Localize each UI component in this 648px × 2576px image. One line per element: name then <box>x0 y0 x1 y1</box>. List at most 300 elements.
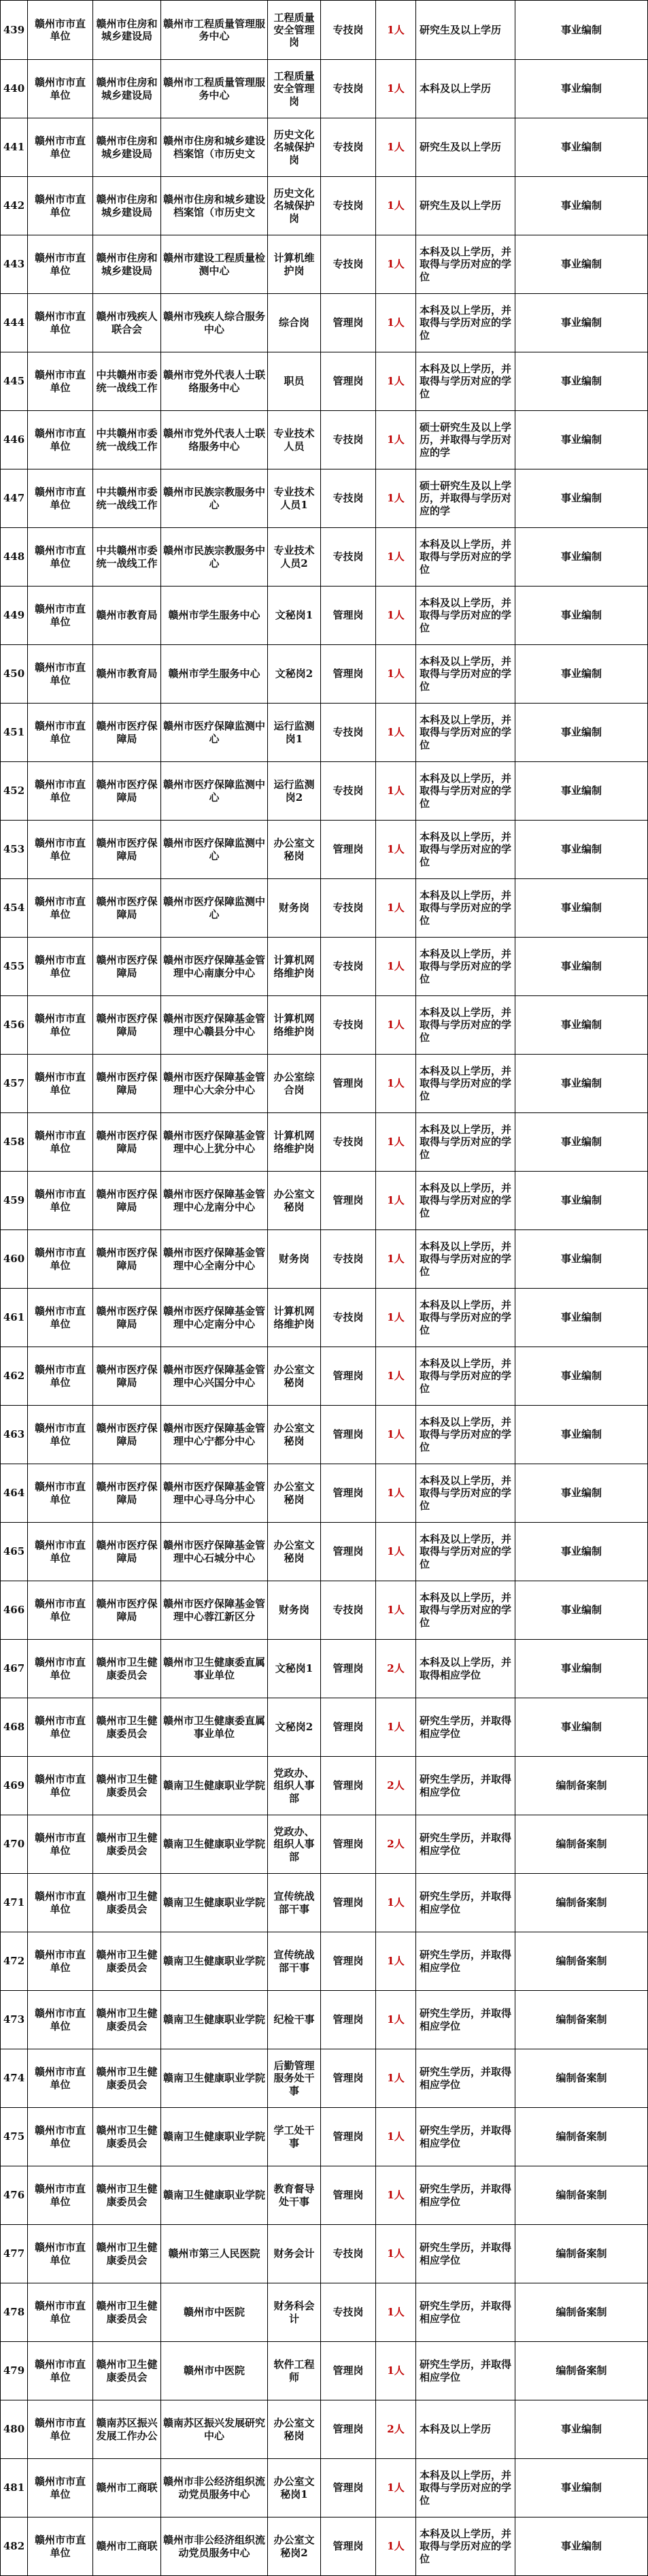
education-requirement: 本科及以上学历，并取得与学历对应的学位 <box>416 1581 515 1640</box>
employer-unit: 赣州市工程质量管理服务中心 <box>161 1 268 60</box>
staffing-type: 事业编制 <box>515 177 648 235</box>
position-name: 文秘岗2 <box>268 1698 321 1757</box>
employer-unit: 赣州市医疗保障基金管理中心上犹分中心 <box>161 1113 268 1172</box>
position-name: 财务岗 <box>268 879 321 938</box>
position-name: 党政办、组织人事部 <box>268 1757 321 1815</box>
table-row <box>1 2108 648 2166</box>
table-row <box>1 1874 648 1932</box>
staffing-type: 事业编制 <box>515 118 648 177</box>
hire-count: 1人 <box>376 1 416 60</box>
department: 赣州市教育局 <box>93 645 161 704</box>
staffing-type: 事业编制 <box>515 1289 648 1347</box>
education-requirement: 研究生学历，并取得相应学位 <box>416 2342 515 2400</box>
table-row <box>1 2283 648 2342</box>
department: 赣州市卫生健康委员会 <box>93 1874 161 1932</box>
unit-level: 赣州市市直单位 <box>28 411 93 469</box>
unit-level: 赣州市市直单位 <box>28 469 93 528</box>
row-number: 463 <box>1 1406 28 1464</box>
position-name: 财务岗 <box>268 1581 321 1640</box>
education-requirement: 研究生及以上学历 <box>416 118 515 177</box>
row-number: 467 <box>1 1640 28 1698</box>
table-row <box>1 1464 648 1523</box>
staffing-type: 编制备案制 <box>515 2049 648 2108</box>
employer-unit: 赣州市医疗保障基金管理中心南康分中心 <box>161 938 268 996</box>
position-name: 运行监测岗2 <box>268 762 321 821</box>
employer-unit: 赣州市学生服务中心 <box>161 587 268 645</box>
row-number: 450 <box>1 645 28 704</box>
staffing-type: 编制备案制 <box>515 1757 648 1815</box>
department: 赣州市医疗保障局 <box>93 762 161 821</box>
education-requirement: 本科及以上学历，并取得与学历对应的学位 <box>416 1464 515 1523</box>
unit-level: 赣州市市直单位 <box>28 2517 93 2576</box>
position-name: 工程质量安全管理岗 <box>268 1 321 60</box>
hire-count: 2人 <box>376 2400 416 2459</box>
employer-unit: 赣州市第三人民医院 <box>161 2225 268 2283</box>
staffing-type: 事业编制 <box>515 235 648 294</box>
unit-level: 赣州市市直单位 <box>28 762 93 821</box>
position-type: 管理岗 <box>321 1932 376 1991</box>
table-row <box>1 821 648 879</box>
education-requirement: 本科及以上学历，并取得与学历对应的学位 <box>416 2459 515 2517</box>
hire-count: 1人 <box>376 2283 416 2342</box>
staffing-type: 编制备案制 <box>515 2108 648 2166</box>
position-type: 管理岗 <box>321 1757 376 1815</box>
position-name: 办公室文秘岗1 <box>268 2459 321 2517</box>
row-number: 471 <box>1 1874 28 1932</box>
employer-unit: 赣南卫生健康职业学院 <box>161 1991 268 2049</box>
education-requirement: 本科及以上学历，并取得与学历对应的学位 <box>416 645 515 704</box>
position-type: 管理岗 <box>321 2049 376 2108</box>
education-requirement: 本科及以上学历 <box>416 60 515 118</box>
hire-count: 1人 <box>376 528 416 587</box>
row-number: 479 <box>1 2342 28 2400</box>
employer-unit: 赣南卫生健康职业学院 <box>161 2108 268 2166</box>
education-requirement: 本科及以上学历，并取得与学历对应的学位 <box>416 762 515 821</box>
department: 赣州市医疗保障局 <box>93 1055 161 1113</box>
education-requirement: 研究生学历，并取得相应学位 <box>416 1757 515 1815</box>
department: 赣州市医疗保障局 <box>93 1581 161 1640</box>
position-name: 财务岗 <box>268 1230 321 1289</box>
education-requirement: 研究生学历，并取得相应学位 <box>416 1991 515 2049</box>
staffing-type: 事业编制 <box>515 1230 648 1289</box>
position-name: 党政办、组织人事部 <box>268 1815 321 1874</box>
position-type: 管理岗 <box>321 1347 376 1406</box>
department: 赣州市卫生健康委员会 <box>93 1698 161 1757</box>
department: 赣州市医疗保障局 <box>93 821 161 879</box>
position-type: 专技岗 <box>321 60 376 118</box>
department: 赣州市医疗保障局 <box>93 1113 161 1172</box>
staffing-type: 事业编制 <box>515 1698 648 1757</box>
staffing-type: 编制备案制 <box>515 2166 648 2225</box>
row-number: 451 <box>1 704 28 762</box>
employer-unit: 赣州市民族宗教服务中心 <box>161 469 268 528</box>
unit-level: 赣州市市直单位 <box>28 996 93 1055</box>
position-type: 管理岗 <box>321 1874 376 1932</box>
hire-count: 1人 <box>376 587 416 645</box>
position-type: 管理岗 <box>321 2400 376 2459</box>
employer-unit: 赣州市医疗保障基金管理中心全南分中心 <box>161 1230 268 1289</box>
position-type: 专技岗 <box>321 996 376 1055</box>
employer-unit: 赣州市民族宗教服务中心 <box>161 528 268 587</box>
hire-count: 1人 <box>376 2517 416 2576</box>
unit-level: 赣州市市直单位 <box>28 1347 93 1406</box>
unit-level: 赣州市市直单位 <box>28 294 93 352</box>
department: 赣州市卫生健康委员会 <box>93 2342 161 2400</box>
staffing-type: 事业编制 <box>515 2517 648 2576</box>
position-type: 管理岗 <box>321 1640 376 1698</box>
staffing-type: 事业编制 <box>515 1 648 60</box>
staffing-type: 事业编制 <box>515 352 648 411</box>
department: 赣州市住房和城乡建设局 <box>93 1 161 60</box>
unit-level: 赣州市市直单位 <box>28 1172 93 1230</box>
employer-unit: 赣州市中医院 <box>161 2283 268 2342</box>
position-name: 文秘岗2 <box>268 645 321 704</box>
hire-count: 1人 <box>376 645 416 704</box>
unit-level: 赣州市市直单位 <box>28 645 93 704</box>
position-name: 办公室文秘岗 <box>268 1172 321 1230</box>
position-type: 管理岗 <box>321 1172 376 1230</box>
position-name: 计算机网络维护岗 <box>268 1289 321 1347</box>
department: 赣州市卫生健康委员会 <box>93 2049 161 2108</box>
department: 赣州市医疗保障局 <box>93 938 161 996</box>
education-requirement: 研究生学历，并取得相应学位 <box>416 2225 515 2283</box>
table-row <box>1 704 648 762</box>
row-number: 440 <box>1 60 28 118</box>
position-name: 专业技术人员1 <box>268 469 321 528</box>
unit-level: 赣州市市直单位 <box>28 118 93 177</box>
staffing-type: 事业编制 <box>515 1172 648 1230</box>
hire-count: 2人 <box>376 1815 416 1874</box>
education-requirement: 研究生学历，并取得相应学位 <box>416 2108 515 2166</box>
position-name: 工程质量安全管理岗 <box>268 60 321 118</box>
department: 中共赣州市委统一战线工作 <box>93 469 161 528</box>
table-row <box>1 411 648 469</box>
hire-count: 1人 <box>376 704 416 762</box>
position-type: 管理岗 <box>321 1698 376 1757</box>
table-row <box>1 1113 648 1172</box>
position-type: 专技岗 <box>321 528 376 587</box>
department: 赣州市医疗保障局 <box>93 1289 161 1347</box>
staffing-type: 事业编制 <box>515 1406 648 1464</box>
position-type: 管理岗 <box>321 1464 376 1523</box>
position-name: 办公室综合岗 <box>268 1055 321 1113</box>
hire-count: 1人 <box>376 1581 416 1640</box>
table-row <box>1 1406 648 1464</box>
row-number: 476 <box>1 2166 28 2225</box>
position-type: 专技岗 <box>321 938 376 996</box>
hire-count: 1人 <box>376 235 416 294</box>
table-row <box>1 2225 648 2283</box>
hire-count: 1人 <box>376 1055 416 1113</box>
unit-level: 赣州市市直单位 <box>28 1640 93 1698</box>
employer-unit: 赣州市非公经济组织流动党员服务中心 <box>161 2459 268 2517</box>
staffing-type: 事业编制 <box>515 60 648 118</box>
education-requirement: 硕士研究生及以上学历，并取得与学历对应的学 <box>416 411 515 469</box>
employer-unit: 赣州市卫生健康委直属事业单位 <box>161 1698 268 1757</box>
hire-count: 1人 <box>376 1698 416 1757</box>
employer-unit: 赣南卫生健康职业学院 <box>161 1815 268 1874</box>
education-requirement: 本科及以上学历，并取得与学历对应的学位 <box>416 235 515 294</box>
hire-count: 1人 <box>376 1874 416 1932</box>
employer-unit: 赣南卫生健康职业学院 <box>161 2166 268 2225</box>
table-row <box>1 2049 648 2108</box>
hire-count: 1人 <box>376 762 416 821</box>
employer-unit: 赣州市医疗保障监测中心 <box>161 879 268 938</box>
staffing-type: 事业编制 <box>515 1640 648 1698</box>
row-number: 456 <box>1 996 28 1055</box>
employer-unit: 赣南卫生健康职业学院 <box>161 2049 268 2108</box>
employer-unit: 赣南苏区振兴发展研究中心 <box>161 2400 268 2459</box>
hire-count: 1人 <box>376 118 416 177</box>
employer-unit: 赣州市医疗保障监测中心 <box>161 762 268 821</box>
position-name: 教育督导处干事 <box>268 2166 321 2225</box>
hire-count: 1人 <box>376 1289 416 1347</box>
education-requirement: 本科及以上学历，并取得相应学位 <box>416 1640 515 1698</box>
position-type: 专技岗 <box>321 704 376 762</box>
position-name: 职员 <box>268 352 321 411</box>
staffing-type: 事业编制 <box>515 1523 648 1581</box>
row-number: 455 <box>1 938 28 996</box>
education-requirement: 本科及以上学历 <box>416 2400 515 2459</box>
employer-unit: 赣州市建设工程质量检测中心 <box>161 235 268 294</box>
table-row <box>1 2517 648 2576</box>
position-name: 宣传统战部干事 <box>268 1874 321 1932</box>
staffing-type: 事业编制 <box>515 294 648 352</box>
employer-unit: 赣州市医疗保障基金管理中心石城分中心 <box>161 1523 268 1581</box>
unit-level: 赣州市市直单位 <box>28 1230 93 1289</box>
table-row <box>1 60 648 118</box>
row-number: 444 <box>1 294 28 352</box>
position-type: 专技岗 <box>321 879 376 938</box>
position-type: 专技岗 <box>321 469 376 528</box>
staffing-type: 事业编制 <box>515 1464 648 1523</box>
hire-count: 1人 <box>376 411 416 469</box>
hire-count: 1人 <box>376 177 416 235</box>
table-row <box>1 294 648 352</box>
hire-count: 1人 <box>376 1406 416 1464</box>
hire-count: 1人 <box>376 879 416 938</box>
table-row <box>1 762 648 821</box>
department: 赣州市医疗保障局 <box>93 879 161 938</box>
table-row <box>1 879 648 938</box>
unit-level: 赣州市市直单位 <box>28 879 93 938</box>
education-requirement: 本科及以上学历，并取得与学历对应的学位 <box>416 2517 515 2576</box>
row-number: 441 <box>1 118 28 177</box>
staffing-type: 事业编制 <box>515 821 648 879</box>
table-row <box>1 1172 648 1230</box>
position-name: 运行监测岗1 <box>268 704 321 762</box>
staffing-type: 事业编制 <box>515 1347 648 1406</box>
position-type: 专技岗 <box>321 2283 376 2342</box>
position-name: 专业技术人员2 <box>268 528 321 587</box>
position-type: 管理岗 <box>321 352 376 411</box>
employer-unit: 赣州市卫生健康委直属事业单位 <box>161 1640 268 1698</box>
position-name: 后勤管理服务处干事 <box>268 2049 321 2108</box>
row-number: 454 <box>1 879 28 938</box>
department: 赣州市住房和城乡建设局 <box>93 60 161 118</box>
table-row <box>1 1698 648 1757</box>
row-number: 472 <box>1 1932 28 1991</box>
position-name: 文秘岗1 <box>268 587 321 645</box>
row-number: 462 <box>1 1347 28 1406</box>
education-requirement: 本科及以上学历，并取得与学历对应的学位 <box>416 1230 515 1289</box>
position-type: 专技岗 <box>321 1230 376 1289</box>
table-row <box>1 1055 648 1113</box>
table-row <box>1 118 648 177</box>
department: 赣州市卫生健康委员会 <box>93 1757 161 1815</box>
hire-count: 1人 <box>376 1464 416 1523</box>
unit-level: 赣州市市直单位 <box>28 235 93 294</box>
unit-level: 赣州市市直单位 <box>28 1874 93 1932</box>
row-number: 470 <box>1 1815 28 1874</box>
position-name: 财务会计 <box>268 2225 321 2283</box>
unit-level: 赣州市市直单位 <box>28 1406 93 1464</box>
department: 赣州市住房和城乡建设局 <box>93 177 161 235</box>
row-number: 466 <box>1 1581 28 1640</box>
position-type: 管理岗 <box>321 1991 376 2049</box>
position-name: 办公室文秘岗 <box>268 1347 321 1406</box>
position-type: 管理岗 <box>321 821 376 879</box>
unit-level: 赣州市市直单位 <box>28 177 93 235</box>
unit-level: 赣州市市直单位 <box>28 352 93 411</box>
department: 中共赣州市委统一战线工作 <box>93 352 161 411</box>
position-name: 计算机网络维护岗 <box>268 1113 321 1172</box>
position-type: 管理岗 <box>321 645 376 704</box>
hire-count: 1人 <box>376 2459 416 2517</box>
department: 赣州市医疗保障局 <box>93 1523 161 1581</box>
row-number: 474 <box>1 2049 28 2108</box>
education-requirement: 硕士研究生及以上学历，并取得与学历对应的学 <box>416 469 515 528</box>
education-requirement: 本科及以上学历，并取得与学历对应的学位 <box>416 996 515 1055</box>
position-name: 办公室文秘岗 <box>268 1406 321 1464</box>
staffing-type: 编制备案制 <box>515 2283 648 2342</box>
position-name: 财务科会计 <box>268 2283 321 2342</box>
unit-level: 赣州市市直单位 <box>28 938 93 996</box>
staffing-type: 事业编制 <box>515 1055 648 1113</box>
table-row <box>1 1289 648 1347</box>
hire-count: 1人 <box>376 1991 416 2049</box>
hire-count: 1人 <box>376 1113 416 1172</box>
row-number: 473 <box>1 1991 28 2049</box>
education-requirement: 研究生学历，并取得相应学位 <box>416 1932 515 1991</box>
hire-count: 1人 <box>376 2166 416 2225</box>
employer-unit: 赣州市党外代表人士联络服务中心 <box>161 352 268 411</box>
row-number: 449 <box>1 587 28 645</box>
education-requirement: 本科及以上学历，并取得与学历对应的学位 <box>416 294 515 352</box>
position-name: 文秘岗1 <box>268 1640 321 1698</box>
department: 赣州市残疾人联合会 <box>93 294 161 352</box>
unit-level: 赣州市市直单位 <box>28 2459 93 2517</box>
department: 赣州市工商联 <box>93 2517 161 2576</box>
position-type: 专技岗 <box>321 1289 376 1347</box>
staffing-type: 事业编制 <box>515 762 648 821</box>
hire-count: 1人 <box>376 2225 416 2283</box>
education-requirement: 研究生及以上学历 <box>416 1 515 60</box>
position-type: 管理岗 <box>321 1406 376 1464</box>
unit-level: 赣州市市直单位 <box>28 2400 93 2459</box>
row-number: 469 <box>1 1757 28 1815</box>
education-requirement: 本科及以上学历，并取得与学历对应的学位 <box>416 1289 515 1347</box>
unit-level: 赣州市市直单位 <box>28 2049 93 2108</box>
row-number: 482 <box>1 2517 28 2576</box>
unit-level: 赣州市市直单位 <box>28 1113 93 1172</box>
position-name: 综合岗 <box>268 294 321 352</box>
row-number: 453 <box>1 821 28 879</box>
unit-level: 赣州市市直单位 <box>28 1815 93 1874</box>
education-requirement: 本科及以上学历，并取得与学历对应的学位 <box>416 1055 515 1113</box>
education-requirement: 本科及以上学历，并取得与学历对应的学位 <box>416 587 515 645</box>
department: 赣州市医疗保障局 <box>93 1406 161 1464</box>
unit-level: 赣州市市直单位 <box>28 1055 93 1113</box>
staffing-type: 事业编制 <box>515 587 648 645</box>
staffing-type: 事业编制 <box>515 996 648 1055</box>
unit-level: 赣州市市直单位 <box>28 2283 93 2342</box>
table-body <box>1 1 648 2576</box>
education-requirement: 本科及以上学历，并取得与学历对应的学位 <box>416 704 515 762</box>
employer-unit: 赣州市非公经济组织流动党员服务中心 <box>161 2517 268 2576</box>
employer-unit: 赣南卫生健康职业学院 <box>161 1757 268 1815</box>
hire-count: 1人 <box>376 996 416 1055</box>
unit-level: 赣州市市直单位 <box>28 1757 93 1815</box>
employer-unit: 赣州市医疗保障基金管理中心大余分中心 <box>161 1055 268 1113</box>
position-name: 历史文化名城保护岗 <box>268 177 321 235</box>
row-number: 464 <box>1 1464 28 1523</box>
department: 赣州市教育局 <box>93 587 161 645</box>
table-row <box>1 177 648 235</box>
staffing-type: 事业编制 <box>515 879 648 938</box>
position-name: 计算机网络维护岗 <box>268 938 321 996</box>
table-row <box>1 2166 648 2225</box>
department: 赣州市卫生健康委员会 <box>93 2283 161 2342</box>
employer-unit: 赣州市党外代表人士联络服务中心 <box>161 411 268 469</box>
table-row <box>1 1523 648 1581</box>
row-number: 465 <box>1 1523 28 1581</box>
department: 中共赣州市委统一战线工作 <box>93 528 161 587</box>
row-number: 439 <box>1 1 28 60</box>
position-type: 专技岗 <box>321 1113 376 1172</box>
table-row <box>1 938 648 996</box>
row-number: 478 <box>1 2283 28 2342</box>
staffing-type: 编制备案制 <box>515 1991 648 2049</box>
staffing-type: 编制备案制 <box>515 1932 648 1991</box>
department: 赣州市卫生健康委员会 <box>93 2108 161 2166</box>
hire-count: 2人 <box>376 1640 416 1698</box>
position-type: 专技岗 <box>321 411 376 469</box>
position-type: 专技岗 <box>321 2225 376 2283</box>
staffing-type: 事业编制 <box>515 938 648 996</box>
department: 中共赣州市委统一战线工作 <box>93 411 161 469</box>
employer-unit: 赣州市住房和城乡建设档案馆（市历史文 <box>161 118 268 177</box>
unit-level: 赣州市市直单位 <box>28 2108 93 2166</box>
department: 赣州市卫生健康委员会 <box>93 1991 161 2049</box>
table-row <box>1 469 648 528</box>
staffing-type: 事业编制 <box>515 645 648 704</box>
position-name: 办公室文秘岗 <box>268 2400 321 2459</box>
department: 赣州市住房和城乡建设局 <box>93 235 161 294</box>
department: 赣州市卫生健康委员会 <box>93 2166 161 2225</box>
department: 赣州市医疗保障局 <box>93 1464 161 1523</box>
table-row <box>1 1230 648 1289</box>
education-requirement: 研究生学历，并取得相应学位 <box>416 2166 515 2225</box>
table-row <box>1 2342 648 2400</box>
position-type: 管理岗 <box>321 1523 376 1581</box>
hire-count: 1人 <box>376 60 416 118</box>
row-number: 446 <box>1 411 28 469</box>
education-requirement: 本科及以上学历，并取得与学历对应的学位 <box>416 1406 515 1464</box>
employer-unit: 赣州市医疗保障监测中心 <box>161 821 268 879</box>
staffing-type: 编制备案制 <box>515 1874 648 1932</box>
department: 赣南苏区振兴发展工作办公 <box>93 2400 161 2459</box>
